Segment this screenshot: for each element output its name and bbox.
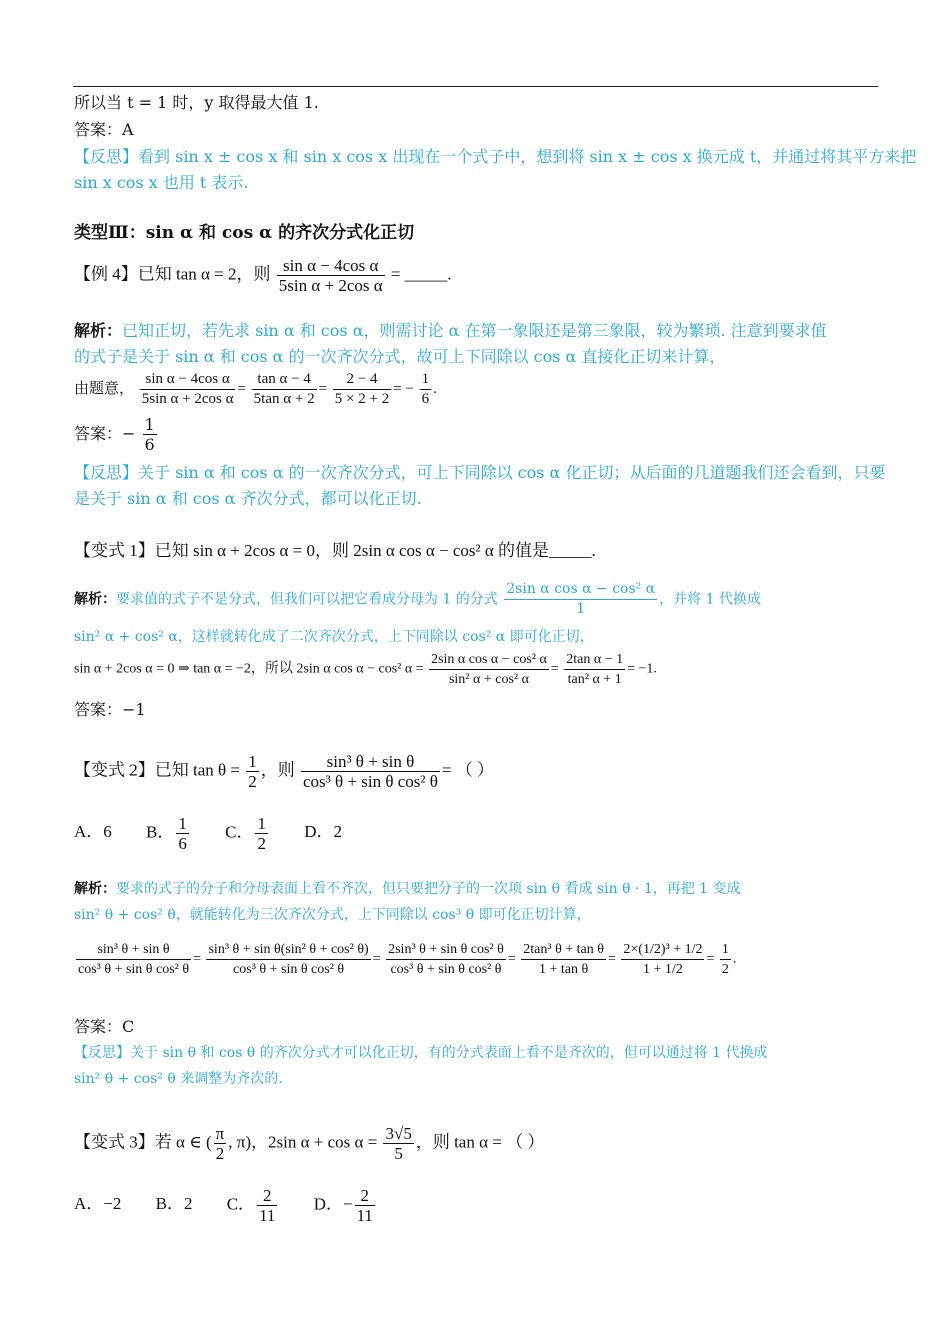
- numerator: 2 − 4: [333, 370, 391, 390]
- variant-fraction: [301, 752, 440, 791]
- numerator: tan α − 4: [252, 370, 317, 390]
- option-d[interactable]: [314, 1186, 377, 1225]
- solution-4-cont: 的式子是关于 sin α 和 cos α 的一次齐次分式，故可上下同除以 cos α 直接化正切来计算，: [74, 347, 726, 366]
- options-v3: [74, 1186, 880, 1225]
- denominator: sin² α + cos² α: [448, 672, 529, 687]
- denominator: 6: [421, 391, 430, 407]
- denominator: cos³ θ + sin θ cos² θ: [390, 962, 502, 977]
- denominator: 1 + tan θ: [539, 962, 589, 977]
- reflection-4-cont: 是关于 sin α 和 cos α 齐次分式，都可以化正切.: [74, 489, 422, 508]
- denominator: 1: [576, 601, 586, 617]
- solution-4: [74, 318, 880, 344]
- variant-blank: ，则 tan α = （ ）: [415, 1132, 545, 1152]
- calc-fraction-1: [140, 370, 236, 409]
- numerator: sin α − 4cos α: [140, 370, 236, 390]
- numerator: 2sin³ θ + sin θ cos² θ: [386, 940, 506, 960]
- numerator: π: [215, 1124, 225, 1143]
- tan-fraction: [246, 752, 259, 791]
- answer-v1: 答案：−1: [74, 700, 146, 719]
- calc-fraction-4: [420, 370, 432, 409]
- variant-1: [74, 538, 880, 564]
- answer-label: 答案：−: [74, 424, 136, 443]
- numerator: 2tan α − 1: [564, 650, 625, 670]
- denominator: cos³ θ + sin θ cos² θ: [78, 962, 190, 977]
- variant-text: 已知 sin α + 2cos α = 0，则 2sin α cos α − cos² α 的值是_____.: [154, 541, 596, 560]
- denominator: cos³ θ + sin θ cos² θ: [233, 962, 345, 977]
- example-tag: 【例 4】: [74, 264, 138, 284]
- option-b[interactable]: [146, 814, 191, 853]
- denominator: 6: [178, 834, 187, 853]
- reflection-1-cont: sin x cos x 也用 t 表示.: [74, 173, 249, 192]
- calc-fraction-2: [564, 650, 625, 689]
- solution-4-calc: 由题意， $\frac{\text{sin α − 4cos α}}{\text{5sin α + 2cos α}}$ = $\frac{\text{tan α − 4}}{\text{5tan α + 2}}$ = $\frac{2 - 4}{5 \times 2 + 2}$ = − $\frac{1}{6}$ .: [74, 371, 437, 407]
- solution-text: 要求的式子的分子和分母表面上看不齐次，但只要把分子的一次项 sin θ 看成 sin θ · 1，再把 1 变成: [116, 881, 741, 897]
- solution-v1: [74, 580, 880, 619]
- option-label: D．−: [313, 1194, 353, 1214]
- solution-label: 解析：: [74, 591, 116, 608]
- calc-prefix: sin α + 2cos α = 0 ⇒ tan α = −2，所以 2sin α cos α − cos² α =: [74, 661, 424, 677]
- numerator: 1: [420, 370, 432, 390]
- calc-fraction-6: [720, 940, 731, 979]
- calc-fraction-3: [386, 940, 506, 979]
- denominator: cos³ θ + sin θ cos² θ: [303, 772, 438, 791]
- calc-fraction-1: [76, 940, 191, 979]
- denominator: 2: [215, 1144, 225, 1163]
- answer-prev: 答案：A: [74, 120, 134, 139]
- calc-fraction-3: [333, 370, 391, 409]
- solution-text: 要求值的式子不是分式，但我们可以把它看成分母为 1 的分式: [116, 591, 498, 608]
- solution-v2: [74, 876, 880, 902]
- solution-v1-cont: sin² α + cos² α，这样就转化成了二次齐次分式，上下同除以 cos² α 即可化正切，: [74, 629, 594, 645]
- calc-fraction-1: [429, 650, 549, 689]
- denominator: 5tan α + 2: [253, 391, 315, 407]
- fraction-numerator: sin α − 4cos α: [277, 256, 385, 276]
- calc-fraction-4: [521, 940, 606, 979]
- variant-3: [74, 1124, 880, 1163]
- solution-label: 解析：: [74, 881, 116, 897]
- reflection-4: [74, 460, 886, 486]
- denominator: 2: [721, 962, 729, 977]
- numerator: sin³ θ + sin θ: [301, 752, 440, 772]
- variant-tag: 【变式 3】: [74, 1132, 155, 1152]
- option-d[interactable]: D．2: [304, 822, 342, 842]
- variant-tag: 【变式 1】: [74, 541, 155, 560]
- solution-label: 解析：: [74, 321, 123, 340]
- option-a[interactable]: A．6: [74, 822, 112, 842]
- numerator: 1: [257, 814, 266, 833]
- option-label: B．: [146, 822, 175, 842]
- variant-text: 已知 tan θ =: [154, 760, 240, 780]
- numerator: sin³ θ + sin θ(sin² θ + cos² θ): [206, 940, 370, 960]
- solution-text-2: ，并将 1 代换成: [659, 591, 761, 608]
- option-label: C．: [226, 1194, 256, 1214]
- options-v2: [74, 814, 880, 853]
- denominator: 11: [259, 1206, 276, 1225]
- calc-fraction-5: [621, 940, 704, 979]
- answer-4: [74, 415, 880, 454]
- reflection-v2-cont: sin² θ + cos² θ 来调整为齐次的.: [74, 1071, 283, 1087]
- interval-fraction: [214, 1124, 227, 1163]
- reflection-text: 看到 sin x ± cos x 和 sin x cos x 出现在一个式子中，想到将 sin x ± cos x 换元成 t，并通过将其平方来把: [138, 147, 917, 166]
- variant-blank: = （ ）: [441, 760, 494, 780]
- numerator: 2tan³ θ + tan θ: [521, 940, 606, 960]
- calc-fraction-2: [252, 370, 317, 409]
- variant-text-2: , π)，2sin α + cos α =: [228, 1132, 378, 1152]
- calc-result: = −1.: [627, 661, 657, 677]
- numerator: 2sin α cos α − cos² α: [504, 580, 657, 600]
- reflection-v2: [74, 1040, 880, 1066]
- fraction-denominator: 5sin α + 2cos α: [278, 276, 383, 295]
- section-title: 类型Ⅲ：sin α 和 cos α 的齐次分式化正切: [74, 223, 415, 243]
- answer-v2: 答案：C: [74, 1017, 135, 1036]
- numerator: 2: [257, 1186, 277, 1206]
- example-4: [74, 256, 880, 295]
- option-label: C．: [225, 822, 254, 842]
- numerator: 1: [720, 940, 731, 960]
- variant-text-2: ，则: [260, 760, 295, 780]
- denominator: 2: [248, 772, 257, 791]
- numerator: 2: [355, 1186, 375, 1206]
- reflection-tag: 【反思】: [74, 147, 139, 166]
- example-blank: = _____.: [390, 264, 452, 284]
- denominator: 11: [356, 1206, 373, 1225]
- option-fraction: [355, 1186, 375, 1225]
- reflection-tag: 【反思】: [74, 463, 139, 482]
- denominator: 1 + 1/2: [643, 962, 683, 977]
- denominator: 5sin α + 2cos α: [141, 391, 234, 407]
- reflection-tag: 【反思】: [74, 1045, 130, 1061]
- solution-fraction: [504, 580, 657, 619]
- option-fraction: [255, 814, 268, 853]
- reflection-text: 关于 sin θ 和 cos θ 的齐次分式才可以化正切，有的分式表面上看不是齐次的，但可以通过将 1 代换成: [130, 1045, 768, 1061]
- option-fraction: [257, 1186, 277, 1225]
- example-text: 已知 tan α = 2，则: [137, 264, 271, 284]
- option-c[interactable]: [227, 1186, 280, 1225]
- denominator: 6: [144, 435, 155, 454]
- denominator: 5 × 2 + 2: [334, 391, 390, 407]
- option-c[interactable]: [225, 814, 270, 853]
- variant-text: 若 α ∈ (: [154, 1132, 212, 1152]
- numerator: 2sin α cos α − cos² α: [429, 650, 549, 670]
- header-rule: [73, 86, 878, 87]
- calc-prefix: 由题意，: [74, 380, 135, 397]
- denominator: tan² α + 1: [567, 672, 622, 687]
- option-a[interactable]: A．−2: [74, 1194, 122, 1214]
- solution-text: 已知正切，若先求 sin α 和 cos α，则需讨论 α 在第一象限还是第三象限，较为繁琐. 注意到要求值: [122, 321, 827, 340]
- reflection-1: [74, 144, 917, 170]
- denominator: 2: [257, 834, 266, 853]
- numerator: sin³ θ + sin θ: [76, 940, 191, 960]
- option-fraction: [176, 814, 189, 853]
- answer-fraction: [143, 415, 157, 454]
- variant-tag: 【变式 2】: [74, 760, 155, 780]
- reflection-text: 关于 sin α 和 cos α 的一次齐次分式，可上下同除以 cos α 化正切；从后面的几道题我们还会看到，只要: [138, 463, 886, 482]
- variant-2: [74, 752, 880, 791]
- solution-v1-calc: sin α + 2cos α = 0 ⇒ tan α = −2，所以 2sin α cos α − cos² α = $\frac{\text{2sin α cos α − cos² α}}{\text{sin² α + cos² α}}$ = $\frac{\text{2tan α − 1}}{\text{tan² α + 1}}$ = −1.: [74, 652, 657, 687]
- solution-v2-calc: $\frac{\text{sin³ θ + sin θ}}{\text{cos³ θ + sin θ cos² θ}}$ = $\frac{\text{sin³ θ + sin θ(sin² θ + cos² θ)}}{\text{cos³ θ + sin θ cos² θ}}$ = $\frac{\text{2sin³ θ + sin θ cos² θ}}{\text{cos³ θ + sin θ cos² θ}}$ = $\frac{\text{2tan³ θ + tan θ}}{\text{1 + tan θ}}$ = $\frac{\text{2×(1/2)³ + 1/2}}{1 + 1/2}$ = $\frac{1}{2}$ .: [78, 942, 737, 977]
- numerator: 3√5: [385, 1124, 412, 1143]
- example-fraction: [277, 256, 385, 295]
- option-b[interactable]: B．2: [155, 1194, 193, 1214]
- denominator: 5: [394, 1144, 403, 1163]
- numerator: 2×(1/2)³ + 1/2: [621, 940, 704, 960]
- numerator: 1: [248, 752, 257, 771]
- numerator: 1: [178, 814, 187, 833]
- solution-v2-cont: sin² θ + cos² θ，就能转化为三次齐次分式，上下同除以 cos³ θ 即可化正切计算，: [74, 907, 591, 923]
- calc-fraction-2: [206, 940, 370, 979]
- value-fraction: [383, 1124, 413, 1163]
- numerator: 1: [144, 415, 155, 434]
- line-max-value: 所以当 t = 1 时，y 取得最大值 1.: [74, 93, 319, 112]
